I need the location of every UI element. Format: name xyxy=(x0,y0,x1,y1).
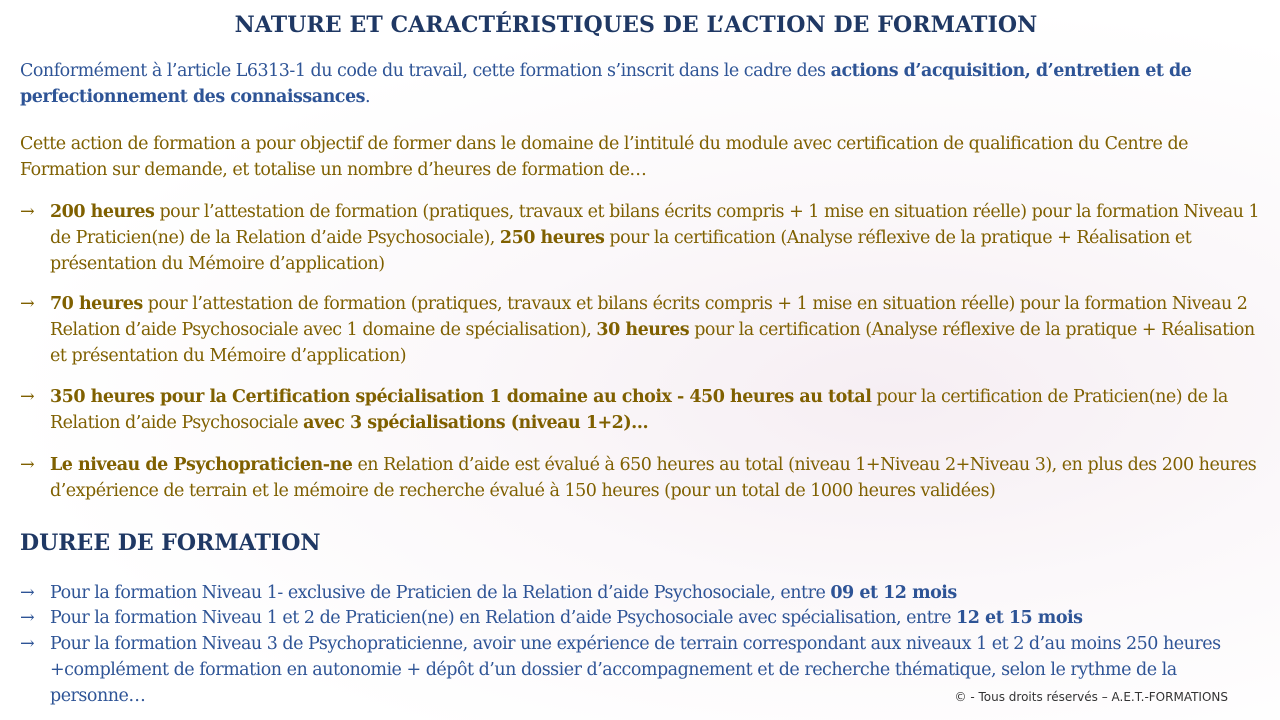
intro-text-end: . xyxy=(364,87,371,107)
hours-text: en Relation d’aide est évalué à 650 heures au total (niveau 1+Niveau 2+Niveau 3), en plus des 200 heures d’expérience de terrain et le mémoire de recherche évalué à 150 heures (pour un total de 1000 heures validées) xyxy=(50,455,1257,501)
duration-text: Pour la formation Niveau 1 et 2 de Praticien(ne) en Relation d’aide Psychosociale avec spécialisation, entre xyxy=(50,608,957,628)
hours-bold: 200 heures xyxy=(50,202,155,222)
duration-bullet xyxy=(20,580,1260,606)
hours-text: pour l’attestation de formation (pratiques, travaux et bilans écrits compris + 1 mise en situation réelle) pour la formation Niveau 2 Relation d’aide Psychosociale avec 1 domaine de spécialisation), xyxy=(50,294,1248,340)
duration-bullet-text xyxy=(50,580,1260,606)
page-title: NATURE ET CARACTÉRISTIQUES DE L’ACTION DE FORMATION xyxy=(234,12,1038,38)
hours-text: pour la certification de Praticien(ne) de la Relation d’aide Psychosociale xyxy=(50,387,1228,433)
arrow-right-icon: → xyxy=(20,455,35,475)
hours-bold: 250 heures xyxy=(499,228,605,248)
hours-bullet-text xyxy=(50,384,1260,436)
hours-bold: avec 3 spécialisations (niveau 1+2)… xyxy=(303,413,649,433)
hours-bullet-text xyxy=(50,452,1260,504)
hours-bullet xyxy=(20,452,1260,504)
hours-bullet xyxy=(20,199,1260,277)
hours-text: pour l’attestation de formation (pratiques, travaux et bilans écrits compris + 1 mise en situation réelle) pour la formation Niveau 1 de Praticien(ne) de la Relation d’aide Psychosociale), xyxy=(50,202,1260,248)
duration-bold: 09 et 12 mois xyxy=(830,583,957,603)
hours-bullet-text xyxy=(50,291,1260,369)
intro-paragraph xyxy=(20,58,1260,110)
copyright-footer: © - Tous droits réservés – A.E.T.-FORMATIONS xyxy=(954,690,1228,704)
arrow-right-icon: → xyxy=(20,294,35,314)
duration-heading: DUREE DE FORMATION xyxy=(20,530,321,556)
hours-bold: 30 heures xyxy=(596,320,690,340)
objective-paragraph: Cette action de formation a pour objectif de former dans le domaine de l’intitulé du module avec certification de qualification du Centre de Formation sur demande, et totalise un nombre d’heures de formation de… xyxy=(20,134,1189,180)
hours-bold: 350 heures pour la Certification spécialisation 1 domaine au choix - 450 heures au total xyxy=(50,387,872,407)
arrow-right-icon: → xyxy=(20,387,35,407)
duration-bullet-text xyxy=(50,605,1260,631)
intro-text: Conformément à l’article L6313-1 du code du travail, cette formation s’inscrit dans le cadre des xyxy=(20,61,831,81)
duration-text: Pour la formation Niveau 3 de Psychopraticienne, avoir une expérience de terrain correspondant aux niveaux 1 et 2 d’au moins 250 heures +complément de formation en autonomie + dépôt d’un dossier d’accompagnement et de recherche thématique, selon le rythme de la personne… xyxy=(50,634,1221,706)
arrow-right-icon: → xyxy=(20,608,35,628)
hours-bullet xyxy=(20,291,1260,369)
hours-text: pour la certification (Analyse réflexive de la pratique + Réalisation et présentation du Mémoire d’application) xyxy=(50,228,1192,274)
hours-bullet-text xyxy=(50,199,1260,277)
hours-bold: Le niveau de Psychopraticien-ne xyxy=(50,455,353,475)
intro-bold-text: actions d’acquisition, d’entretien et de perfectionnement des connaissances xyxy=(20,61,1192,107)
hours-bullet xyxy=(20,384,1260,436)
duration-bold: 12 et 15 mois xyxy=(956,608,1083,628)
hours-text: pour la certification (Analyse réflexive de la pratique + Réalisation et présentation du Mémoire d’application) xyxy=(50,320,1255,366)
arrow-right-icon: → xyxy=(20,202,35,222)
arrow-right-icon: → xyxy=(20,583,35,603)
arrow-right-icon: → xyxy=(20,634,35,654)
duration-text: Pour la formation Niveau 1- exclusive de Praticien de la Relation d’aide Psychosociale, entre xyxy=(50,583,831,603)
duration-bullet xyxy=(20,605,1260,631)
hours-bold: 70 heures xyxy=(50,294,143,314)
